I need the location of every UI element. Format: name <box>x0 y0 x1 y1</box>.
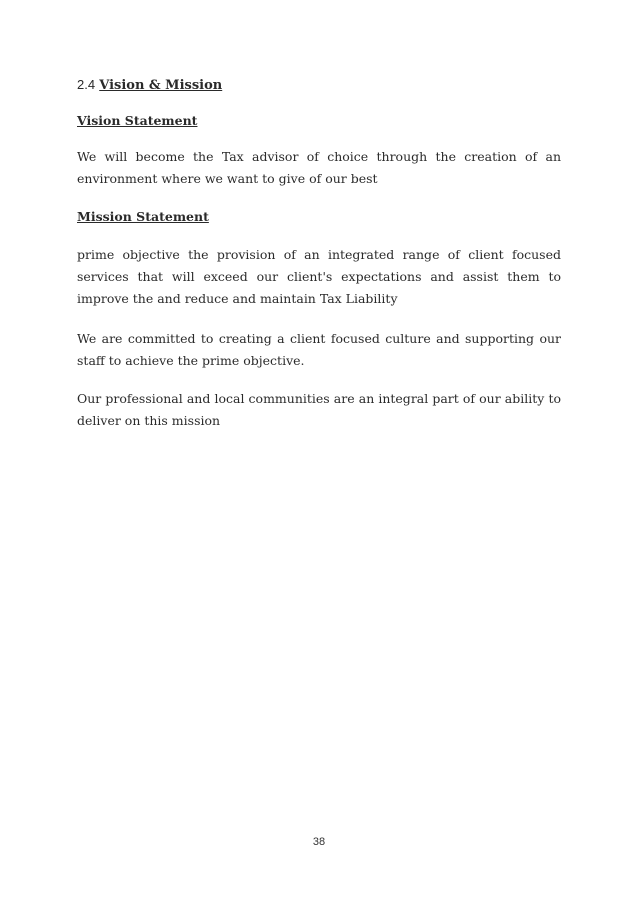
mission-paragraph-3: Our professional and local communities are an integral part of our ability to deliver on this mission <box>77 391 561 428</box>
mission-paragraph-2: We are committed to creating a client focused culture and supporting our staff to achieve the prime objective. <box>77 331 561 368</box>
mission-heading: Mission Statement <box>77 209 209 224</box>
section-title: Vision & Mission <box>99 78 223 93</box>
vision-heading: Vision Statement <box>77 113 198 128</box>
section-heading <box>77 76 222 95</box>
mission-paragraph-1: prime objective the provision of an integrated range of client focused services that will exceed our client's expectations and assist them to improve the and reduce and maintain Tax Liability <box>77 247 561 306</box>
section-number: 2.4 <box>77 77 96 92</box>
vision-text: We will become the Tax advisor of choice through the creation of an environment where we want to give of our best <box>77 149 561 186</box>
page-number: 38 <box>312 836 326 848</box>
